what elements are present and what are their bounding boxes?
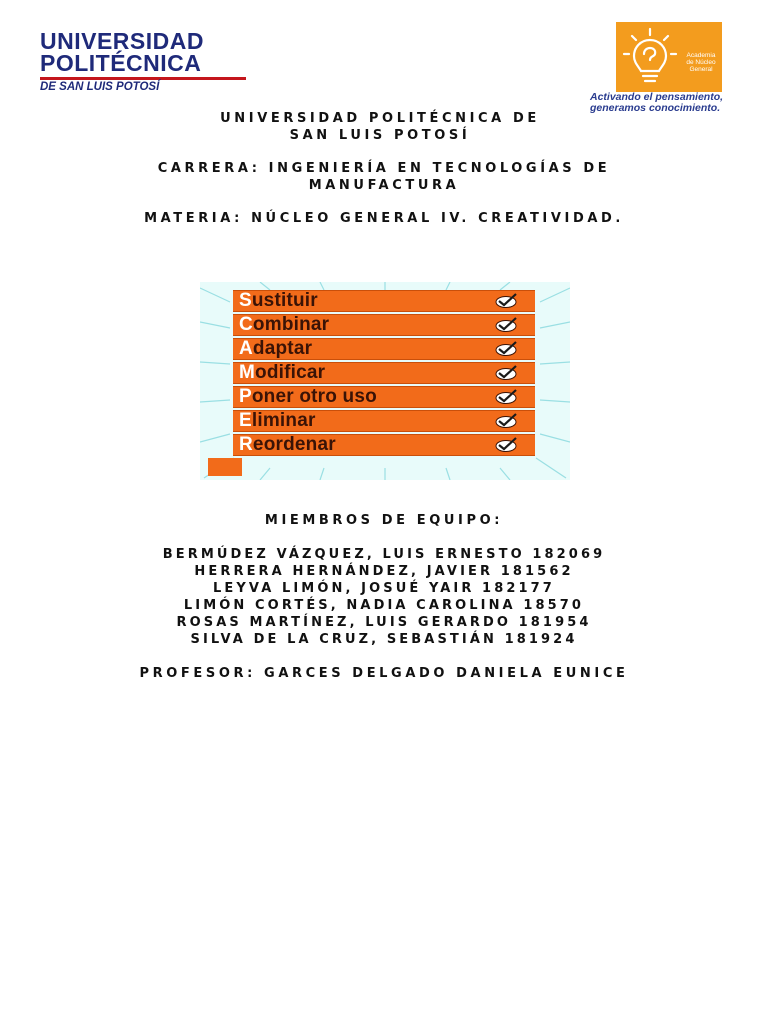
- scamper-word-rest: liminar: [251, 410, 316, 431]
- team-member: LEYVA LIMÓN, JOSUÉ YAIR 182177: [213, 581, 555, 596]
- document-title: [0, 110, 764, 144]
- scamper-initial: R: [239, 434, 253, 455]
- professor-text: PROFESOR: GARCES DELGADO DANIELA EUNICE: [139, 666, 629, 681]
- team-member: SILVA DE LA CRUZ, SEBASTIÁN 181924: [190, 632, 578, 647]
- team-member: HERRERA HERNÁNDEZ, JAVIER 181562: [194, 564, 574, 579]
- checkmark-icon: [493, 341, 519, 357]
- academia-line-3: General: [689, 66, 713, 73]
- scamper-figure: [200, 282, 570, 480]
- academia-logo: [590, 22, 755, 112]
- scamper-item: [233, 386, 535, 408]
- carrera-line-1: CARRERA: INGENIERÍA EN TECNOLOGÍAS DE: [157, 161, 611, 176]
- scamper-item-label: [239, 410, 316, 432]
- university-logo: [40, 28, 250, 93]
- team-member: BERMÚDEZ VÁZQUEZ, LUIS ERNESTO 182069: [162, 547, 606, 562]
- scamper-word-rest: ombinar: [252, 314, 330, 335]
- carrera-line-2: MANUFACTURA: [308, 178, 460, 193]
- title-line-1: UNIVERSIDAD POLITÉCNICA DE: [220, 111, 540, 126]
- scamper-item-label: [239, 362, 325, 384]
- checkmark-icon: [493, 413, 519, 429]
- scamper-item-label: [239, 338, 312, 360]
- lightbulb-icon: [620, 26, 680, 88]
- scamper-item-label: [239, 290, 318, 312]
- scamper-item-label: [239, 314, 329, 336]
- scamper-initial: P: [239, 386, 252, 407]
- academia-line-2: de Núcleo: [686, 59, 716, 66]
- scamper-initial: S: [239, 290, 252, 311]
- university-logo-line2: POLITÉCNICA: [40, 50, 202, 76]
- team-member: LIMÓN CORTÉS, NADIA CAROLINA 18570: [183, 598, 585, 613]
- slogan-line-1: Activando el pensamiento,: [590, 91, 724, 103]
- scamper-item-label: [239, 434, 336, 456]
- academia-logo-box: [616, 22, 722, 92]
- carrera-heading: [0, 160, 768, 194]
- scamper-word-rest: ustituir: [251, 290, 318, 311]
- scamper-item: [233, 338, 535, 360]
- university-logo-line3: DE SAN LUIS POTOSÍ: [40, 81, 160, 93]
- scamper-word-rest: eordenar: [252, 434, 336, 455]
- materia-text: MATERIA: NÚCLEO GENERAL IV. CREATIVIDAD.: [144, 211, 624, 226]
- team-member: ROSAS MARTÍNEZ, LUIS GERARDO 181954: [176, 615, 592, 630]
- scamper-item: [233, 290, 535, 312]
- checkmark-icon: [493, 437, 519, 453]
- checkmark-icon: [493, 365, 519, 381]
- checkmark-icon: [493, 389, 519, 405]
- academia-logo-text: [680, 52, 722, 73]
- scamper-word-rest: oner otro uso: [251, 386, 377, 407]
- scamper-initial: E: [239, 410, 252, 431]
- scamper-initial: C: [239, 314, 253, 335]
- scamper-item: [233, 362, 535, 384]
- scamper-item-label: [239, 386, 377, 408]
- scamper-item: [233, 410, 535, 432]
- title-line-2: SAN LUIS POTOSÍ: [289, 128, 471, 143]
- checkmark-icon: [493, 317, 519, 333]
- materia-heading: [0, 210, 768, 227]
- logo-divider: [40, 77, 246, 80]
- team-heading-text: MIEMBROS DE EQUIPO:: [264, 513, 504, 528]
- professor-line: [0, 665, 768, 682]
- checkmark-icon: [493, 293, 519, 309]
- scamper-item: [233, 434, 535, 456]
- university-logo-line1: UNIVERSIDAD: [40, 28, 204, 54]
- scamper-word-rest: odificar: [255, 362, 326, 383]
- scamper-word-rest: daptar: [252, 338, 313, 359]
- scamper-item: [233, 314, 535, 336]
- team-heading: [0, 512, 768, 529]
- scamper-initial: M: [239, 362, 256, 383]
- publisher-badge: [208, 458, 242, 476]
- academia-line-1: Academia: [686, 52, 716, 59]
- scamper-initial: A: [239, 338, 253, 359]
- team-member-list: [0, 546, 768, 648]
- slogan-line-2: generamos conocimiento.: [590, 101, 721, 114]
